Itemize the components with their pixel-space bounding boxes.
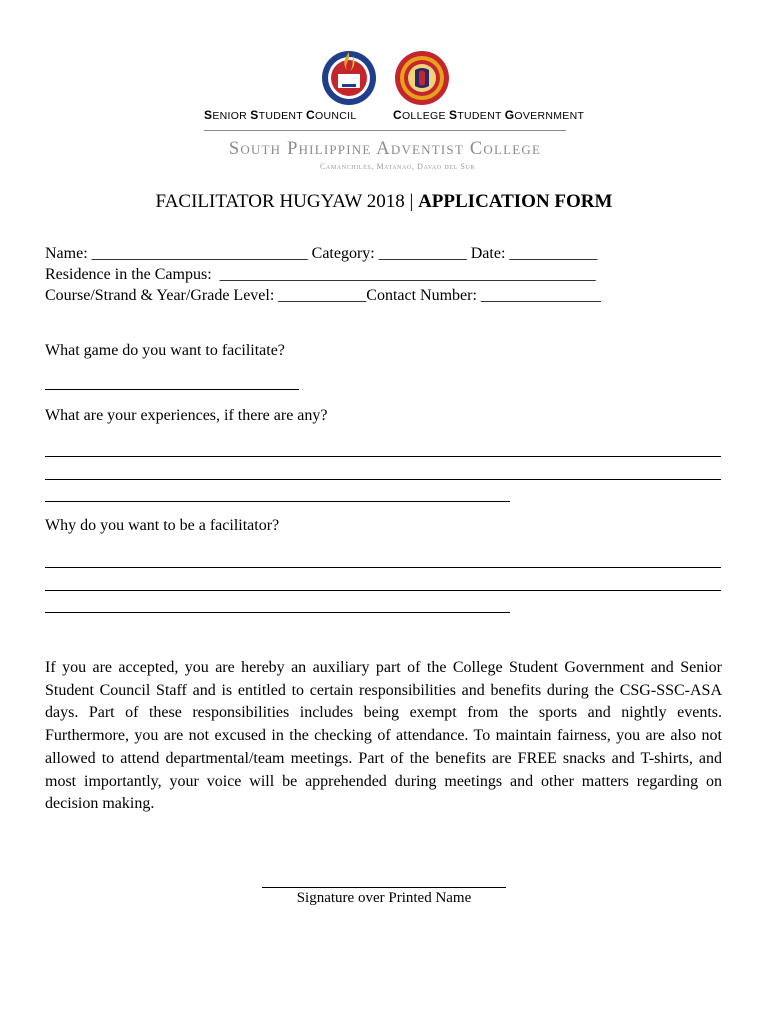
answer-line-game[interactable]	[45, 388, 299, 390]
form-title-bold: APPLICATION FORM	[418, 191, 613, 212]
name-category-date-row[interactable]: Name: ___________________________ Category: ___________ Date: ___________	[45, 245, 598, 262]
csg-seal-icon	[393, 44, 451, 108]
college-address: Camanchiles, Matanao, Davao del Sur	[320, 162, 475, 171]
terms-paragraph: If you are accepted, you are hereby an auxiliary part of the College Student Government and Senior Student Council Staff and is entitled to certain responsibilities and benefits during the CSG-SSC-ASA days. Part of these responsibilities includes being exempt from the sports and nightly events. Furthermore, you are not excused in the checking of attendance. To maintain fairness, you are also not allowed to attend departmental/team meetings. Part of the benefits are FREE snacks and T-shirts, and most importantly, your voice will be apprehended during meetings and other matters regarding on decision making.	[45, 659, 722, 813]
answer-line-why-2[interactable]	[45, 589, 721, 591]
header-divider	[204, 130, 566, 131]
org-word: TUDENT	[457, 110, 505, 122]
org-initial: G	[504, 108, 515, 122]
org-word: ENIOR	[212, 110, 251, 122]
residence-row[interactable]: Residence in the Campus: _______________________________________________	[45, 266, 596, 283]
question-experiences: What are your experiences, if there are any?	[45, 407, 328, 424]
org-initial: S	[449, 108, 458, 122]
course-contact-row[interactable]: Course/Strand & Year/Grade Level: ___________Contact Number: _______________	[45, 287, 601, 304]
answer-line-why-3[interactable]	[45, 611, 510, 613]
org-initial: C	[306, 108, 315, 122]
form-title-prefix: FACILITATOR HUGYAW 2018 |	[155, 191, 419, 212]
org-word: TUDENT	[258, 110, 307, 122]
org-initial: S	[250, 108, 259, 122]
ssc-seal-icon	[320, 44, 378, 108]
answer-line-experiences-3[interactable]	[45, 500, 510, 502]
answer-line-why-1[interactable]	[45, 566, 721, 568]
org-initial: C	[393, 108, 402, 122]
org-initial: S	[204, 108, 213, 122]
question-game: What game do you want to facilitate?	[45, 342, 285, 359]
question-why-facilitator: Why do you want to be a facilitator?	[45, 517, 280, 534]
answer-line-experiences-1[interactable]	[45, 455, 721, 457]
org-word: OLLEGE	[401, 110, 450, 122]
college-name: South Philippine Adventist College	[228, 139, 542, 159]
ssc-name	[204, 108, 356, 122]
org-word: OUNCIL	[315, 110, 357, 122]
form-title	[0, 191, 768, 213]
signature-line[interactable]	[262, 887, 506, 888]
header-logos	[0, 44, 768, 114]
answer-line-experiences-2[interactable]	[45, 478, 721, 480]
csg-name	[393, 108, 584, 122]
signature-label: Signature over Printed Name	[296, 890, 472, 906]
org-word: OVERNMENT	[514, 110, 585, 122]
